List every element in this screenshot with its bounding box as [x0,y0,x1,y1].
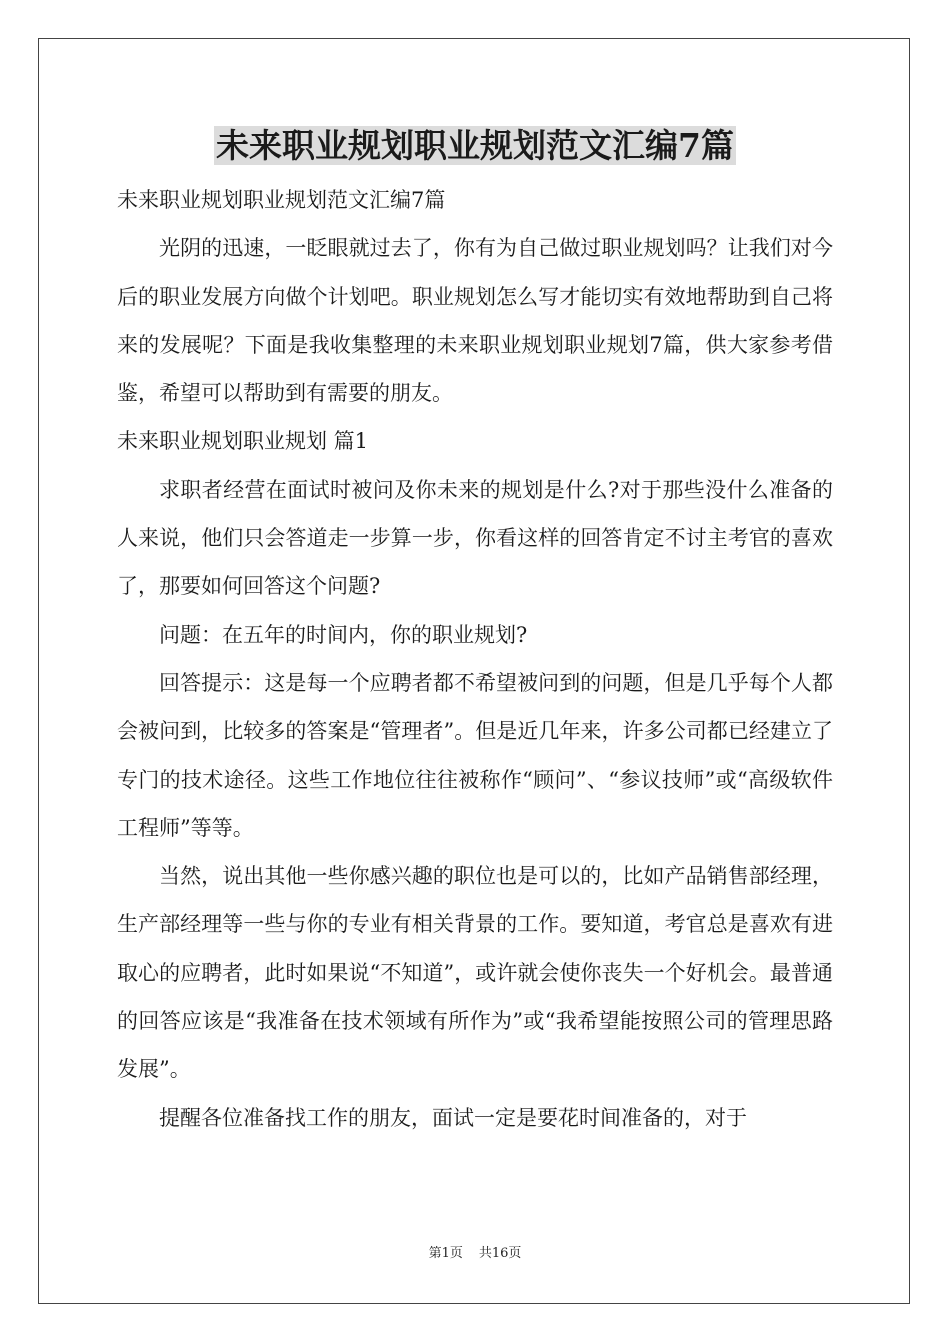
body-paragraph: 求职者经营在面试时被问及你未来的规划是什么?对于那些没什么准备的人来说，他们只会答道走一步算一步，你看这样的回答肯定不讨主考官的喜欢了，那要如何回答这个问题? [117,477,833,599]
body-paragraph: 提醒各位准备找工作的朋友，面试一定是要花时间准备的，对于 [159,1105,747,1130]
body-paragraph: 当然，说出其他一些你感兴趣的职位也是可以的，比如产品销售部经理，生产部经理等一些与你的专业有相关背景的工作。要知道，考官总是喜欢有进取心的应聘者，此时如果说“不知道”，或许就会使你丧失一个好机会。最普通的回答应该是“我准备在技术领域有所作为”或“我希望能按照公司的管理思路发展”。 [117,864,833,1082]
document-title [0,120,950,172]
page-footer [0,1244,950,1264]
section-heading: 未来职业规划职业规划范文汇编7篇 [117,188,446,212]
page-number-total: 共16页 [478,1246,522,1261]
document-title-text: 未来职业规划职业规划范文汇编7篇 [216,126,734,165]
page-number-current: 第1页 [428,1246,463,1261]
document-body [117,176,833,1142]
section-heading: 未来职业规划职业规划 篇1 [117,429,369,454]
body-paragraph: 光阴的迅速，一眨眼就过去了，你有为自己做过职业规划吗？让我们对今后的职业发展方向做个计划吧。职业规划怎么写才能切实有效地帮助到自己将来的发展呢？下面是我收集整理的未来职业规划职业规划7篇，供大家参考借鉴，希望可以帮助到有需要的朋友。 [117,236,833,406]
body-paragraph: 问题：在五年的时间内，你的职业规划? [159,622,528,647]
body-paragraph: 回答提示：这是每一个应聘者都不希望被问到的问题，但是几乎每个人都会被问到，比较多的答案是“管理者”。但是近几年来，许多公司都已经建立了专门的技术途径。这些工作地位往往被称作“顾问”、“参议技师”或“高级软件工程师”等等。 [117,670,833,840]
